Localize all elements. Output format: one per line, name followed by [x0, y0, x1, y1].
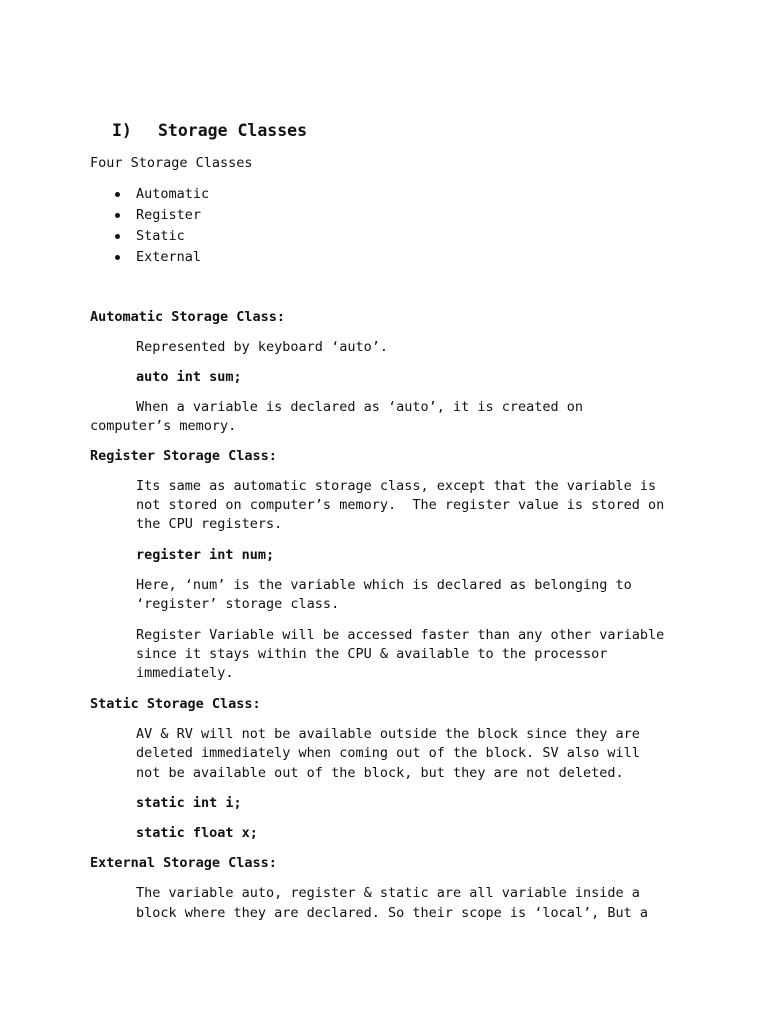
register-p1-line: not stored on computer’s memory. The register value is stored on [136, 497, 665, 513]
bullet-dot-icon [115, 192, 120, 197]
bullet-dot-icon [115, 255, 120, 260]
automatic-desc-line: computer’s memory. [90, 418, 237, 434]
register-heading: Register Storage Class: [90, 448, 277, 464]
bullet-item: Static [136, 228, 185, 244]
external-heading: External Storage Class: [90, 855, 277, 871]
register-p2-line: ‘register’ storage class. [136, 596, 340, 612]
automatic-line: Represented by keyboard ‘auto’. [136, 339, 388, 355]
static-p1-line: deleted immediately when coming out of the block. SV also will [136, 745, 640, 761]
external-p1-line: block where they are declared. So their scope is ‘local’, But a [136, 905, 649, 921]
bullet-dot-icon [115, 213, 120, 218]
section-number: I) [112, 121, 132, 140]
static-code: static int i; [136, 795, 242, 811]
automatic-code: auto int sum; [136, 369, 242, 385]
external-p1-line: The variable auto, register & static are all variable inside a [136, 885, 640, 901]
register-p1-line: Its same as automatic storage class, except that the variable is [136, 478, 657, 494]
static-code: static float x; [136, 825, 258, 841]
static-heading: Static Storage Class: [90, 696, 261, 712]
register-p2-line: Here, ‘num’ is the variable which is declared as belonging to [136, 577, 632, 593]
bullet-item: Register [136, 207, 202, 223]
bullet-item: External [136, 249, 202, 265]
bullet-item: Automatic [136, 186, 210, 202]
register-p1-line: the CPU registers. [136, 516, 283, 532]
register-p3-line: immediately. [136, 665, 234, 681]
automatic-desc-line: When a variable is declared as ‘auto’, it is created on [136, 399, 584, 415]
register-p3-line: Register Variable will be accessed faster than any other variable [136, 627, 665, 643]
register-code: register int num; [136, 547, 275, 563]
static-p1-line: not be available out of the block, but they are not deleted. [136, 765, 624, 781]
intro-text: Four Storage Classes [90, 155, 253, 171]
automatic-heading: Automatic Storage Class: [90, 309, 286, 325]
bullet-dot-icon [115, 234, 120, 239]
section-title: Storage Classes [158, 121, 308, 140]
static-p1-line: AV & RV will not be available outside the block since they are [136, 726, 640, 742]
register-p3-line: since it stays within the CPU & available to the processor [136, 646, 608, 662]
